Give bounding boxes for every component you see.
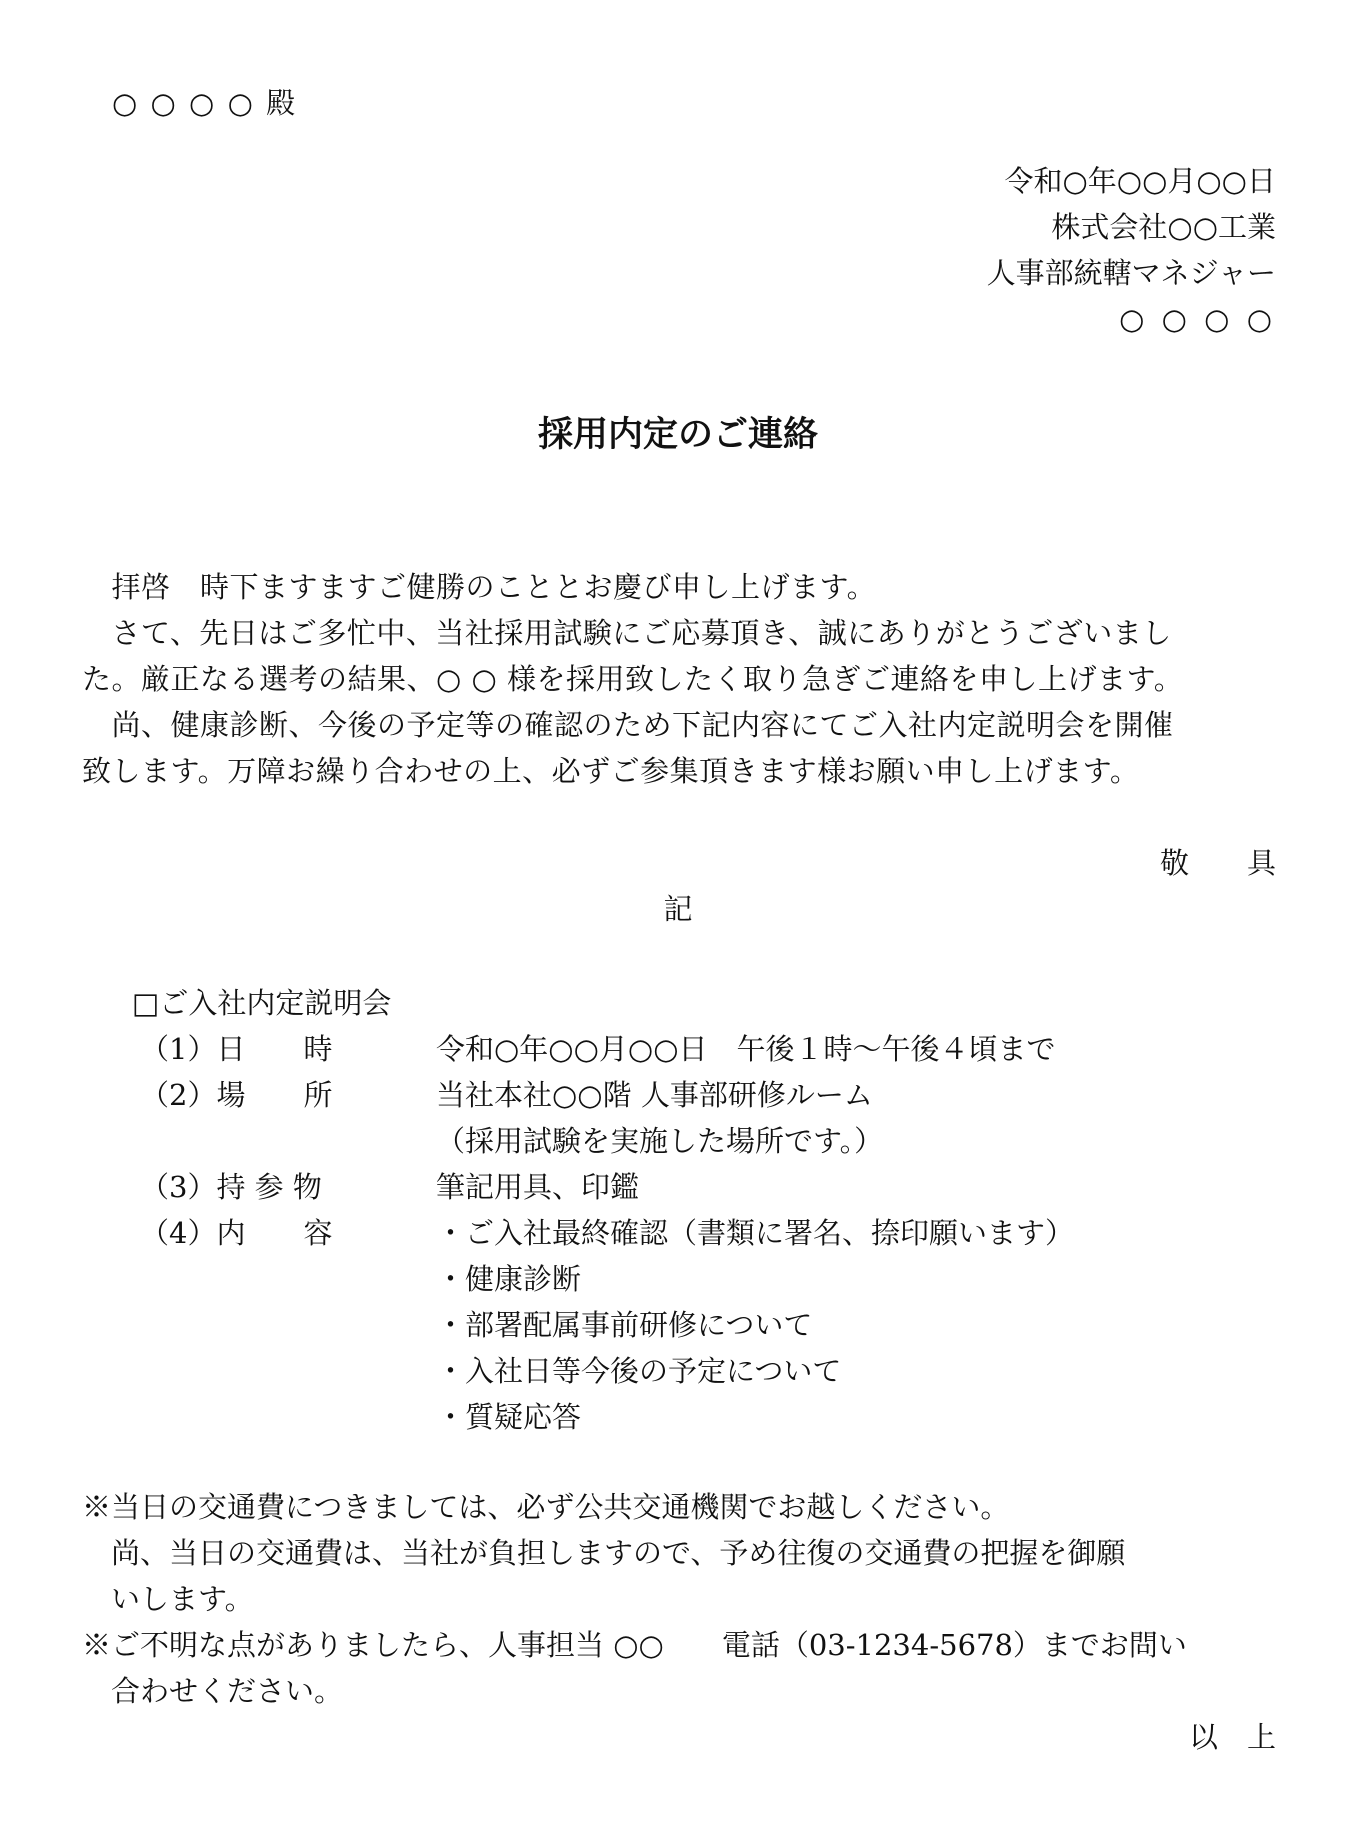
- content-bullet: ・入社日等今後の予定について: [436, 1354, 842, 1388]
- item-value-place: 当社本社○○階 人事部研修ルーム: [436, 1078, 873, 1112]
- item-label-date: （1）日 時: [140, 1032, 333, 1066]
- sender-position: 人事部統轄マネジャー: [986, 256, 1276, 290]
- closing-keigu: 敬 具: [1159, 846, 1276, 880]
- item-value-date: 令和○年○○月○○日 午後１時～午後４頃まで: [436, 1032, 1056, 1066]
- item-label-belongings: （3）持 参 物: [140, 1170, 322, 1204]
- item-label-place: （2）場 所: [140, 1078, 333, 1112]
- body-line: た。厳正なる選考の結果、○ ○ 様を採用致したく取り急ぎご連絡を申し上げます。: [82, 662, 1184, 696]
- body-line: 尚、健康診断、今後の予定等の確認のため下記内容にてご入社内定説明会を開催: [82, 708, 1174, 742]
- note-line: いします。: [82, 1582, 254, 1616]
- item-value-place-note: （採用試験を実施した場所です。）: [436, 1124, 884, 1158]
- document-title: 採用内定のご連絡: [537, 415, 818, 455]
- sender-company: 株式会社○○工業: [1051, 210, 1276, 244]
- note-line: 合わせください。: [82, 1674, 344, 1708]
- body-line: 致します。万障お繰り合わせの上、必ずご参集頂きます様お願い申し上げます。: [82, 754, 1140, 788]
- sender-name: ○ ○ ○ ○: [1119, 302, 1276, 336]
- note-line: 尚、当日の交通費は、当社が負担しますので、予め往復の交通費の把握を御願: [82, 1536, 1126, 1570]
- section-title: □ご入社内定説明会: [132, 986, 392, 1020]
- addressee: ○ ○ ○ ○ 殿: [112, 86, 298, 120]
- body-line: 拝啓 時下ますますご健勝のこととお慶び申し上げます。: [82, 570, 877, 604]
- item-label-content: （4）内 容: [140, 1216, 333, 1250]
- body-line: さて、先日はご多忙中、当社採用試験にご応募頂き、誠にありがとうございまし: [82, 616, 1172, 650]
- note-line: ※当日の交通費につきましては、必ず公共交通機関でお越しください。: [82, 1490, 1010, 1524]
- end-ijou: 以 上: [1188, 1720, 1276, 1754]
- content-bullet: ・部署配属事前研修について: [436, 1308, 813, 1342]
- ki-heading: 記: [663, 892, 693, 926]
- item-value-belongings: 筆記用具、印鑑: [436, 1170, 640, 1204]
- item-value-content: ・ご入社最終確認（書類に署名、捺印願います）: [436, 1216, 1075, 1250]
- note-line: ※ご不明な点がありましたら、人事担当 ○○ 電話（03-1234-5678）までお問い: [82, 1628, 1187, 1662]
- content-bullet: ・健康診断: [436, 1262, 582, 1296]
- issue-date: 令和○年○○月○○日: [1004, 164, 1276, 198]
- content-bullet: ・質疑応答: [436, 1400, 582, 1434]
